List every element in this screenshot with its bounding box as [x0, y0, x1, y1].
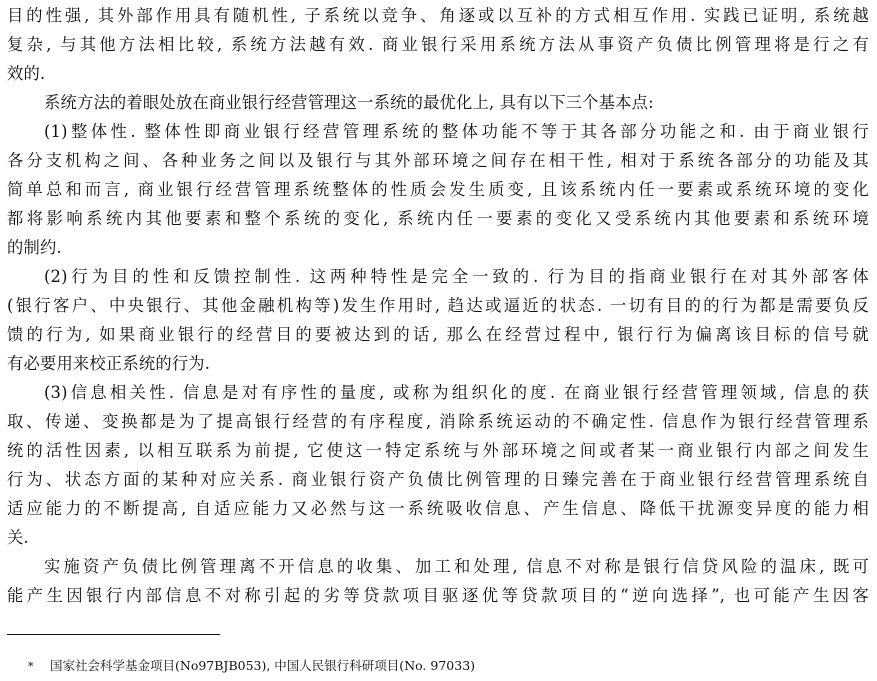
- body-line: 馈的行为, 如果商业银行的经营目的要被达到的话, 那么在经营过程中, 银行行为偏离该目标的信号就: [7, 325, 869, 344]
- body-line: 关.: [7, 528, 29, 547]
- body-line: 各分支机构之间、各种业务之间以及银行与其外部环境之间存在相干性, 相对于系统各部分的功能及其: [7, 151, 869, 170]
- body-line: 有必要用来校正系统的行为.: [7, 354, 211, 373]
- body-line: 简单总和而言, 商业银行经营管理系统整体的性质会发生质变, 且该系统内任一要素或系统环境的变化: [7, 180, 869, 199]
- body-line: 效的.: [7, 64, 46, 83]
- body-line: (3)信息相关性. 信息是对有序性的量度, 或称为组织化的度. 在商业银行经营管理领域, 信息的获: [44, 383, 869, 402]
- footnote: [28, 654, 475, 678]
- body-line: 目的性强, 其外部作用具有随机性, 子系统以竞争、角逐或以互补的方式相互作用. 实践已证明, 系统越: [7, 6, 869, 25]
- body-line: 都将影响系统内其他要素和整个系统的变化, 系统内任一要素的变化又受系统内其他要素和系统环境: [7, 209, 869, 228]
- body-line: 取、传递、变换都是为了提高银行经营的有序程度, 消除系统运动的不确定性. 信息作为银行经营管理系: [7, 412, 869, 431]
- footnote-divider: [7, 634, 220, 635]
- body-line: (2)行为目的性和反馈控制性. 这两种特性是完全一致的. 行为目的指商业银行在对其外部客体: [44, 267, 869, 286]
- body-line: 行为、状态方面的某种对应关系. 商业银行资产负债比例管理的日臻完善在于商业银行经营管理系统自: [7, 470, 869, 489]
- footnote-text: 国家社会科学基金项目(No97BJB053), 中国人民银行科研项目(No. 97033): [50, 658, 476, 673]
- body-line: 的制约.: [7, 238, 62, 257]
- body-line: 系统方法的着眼处放在商业银行经营管理这一系统的最优化上, 具有以下三个基本点:: [44, 93, 654, 112]
- body-line: 复杂, 与其他方法相比较, 系统方法越有效. 商业银行采用系统方法从事资产负债比例管理将是行之有: [7, 35, 869, 54]
- body-line: 适应能力的不断提高, 自适应能力又必然与这一系统吸收信息、产生信息、降低干扰源变异度的能力相: [7, 499, 869, 518]
- body-line: 实施资产负债比例管理离不开信息的收集、加工和处理, 信息不对称是银行信贷风险的温床, 既可: [44, 557, 869, 576]
- body-line: (银行客户、中央银行、其他金融机构等)发生作用时, 趋达或逼近的状态. 一切有目的的行为都是需要负反: [7, 296, 869, 315]
- footnote-mark: *: [28, 660, 34, 673]
- body-line: (1)整体性. 整体性即商业银行经营管理系统的整体功能不等于其各部分功能之和. 由于商业银行: [44, 122, 869, 141]
- body-line: 能产生因银行内部信息不对称引起的劣等贷款项目驱逐优等贷款项目的“逆向选择”, 也可能产生因客: [7, 586, 869, 605]
- body-line: 统的活性因素, 以相互联系为前提, 它使这一特定系统与外部环境之间或者某一商业银行内部之间发生: [7, 441, 869, 460]
